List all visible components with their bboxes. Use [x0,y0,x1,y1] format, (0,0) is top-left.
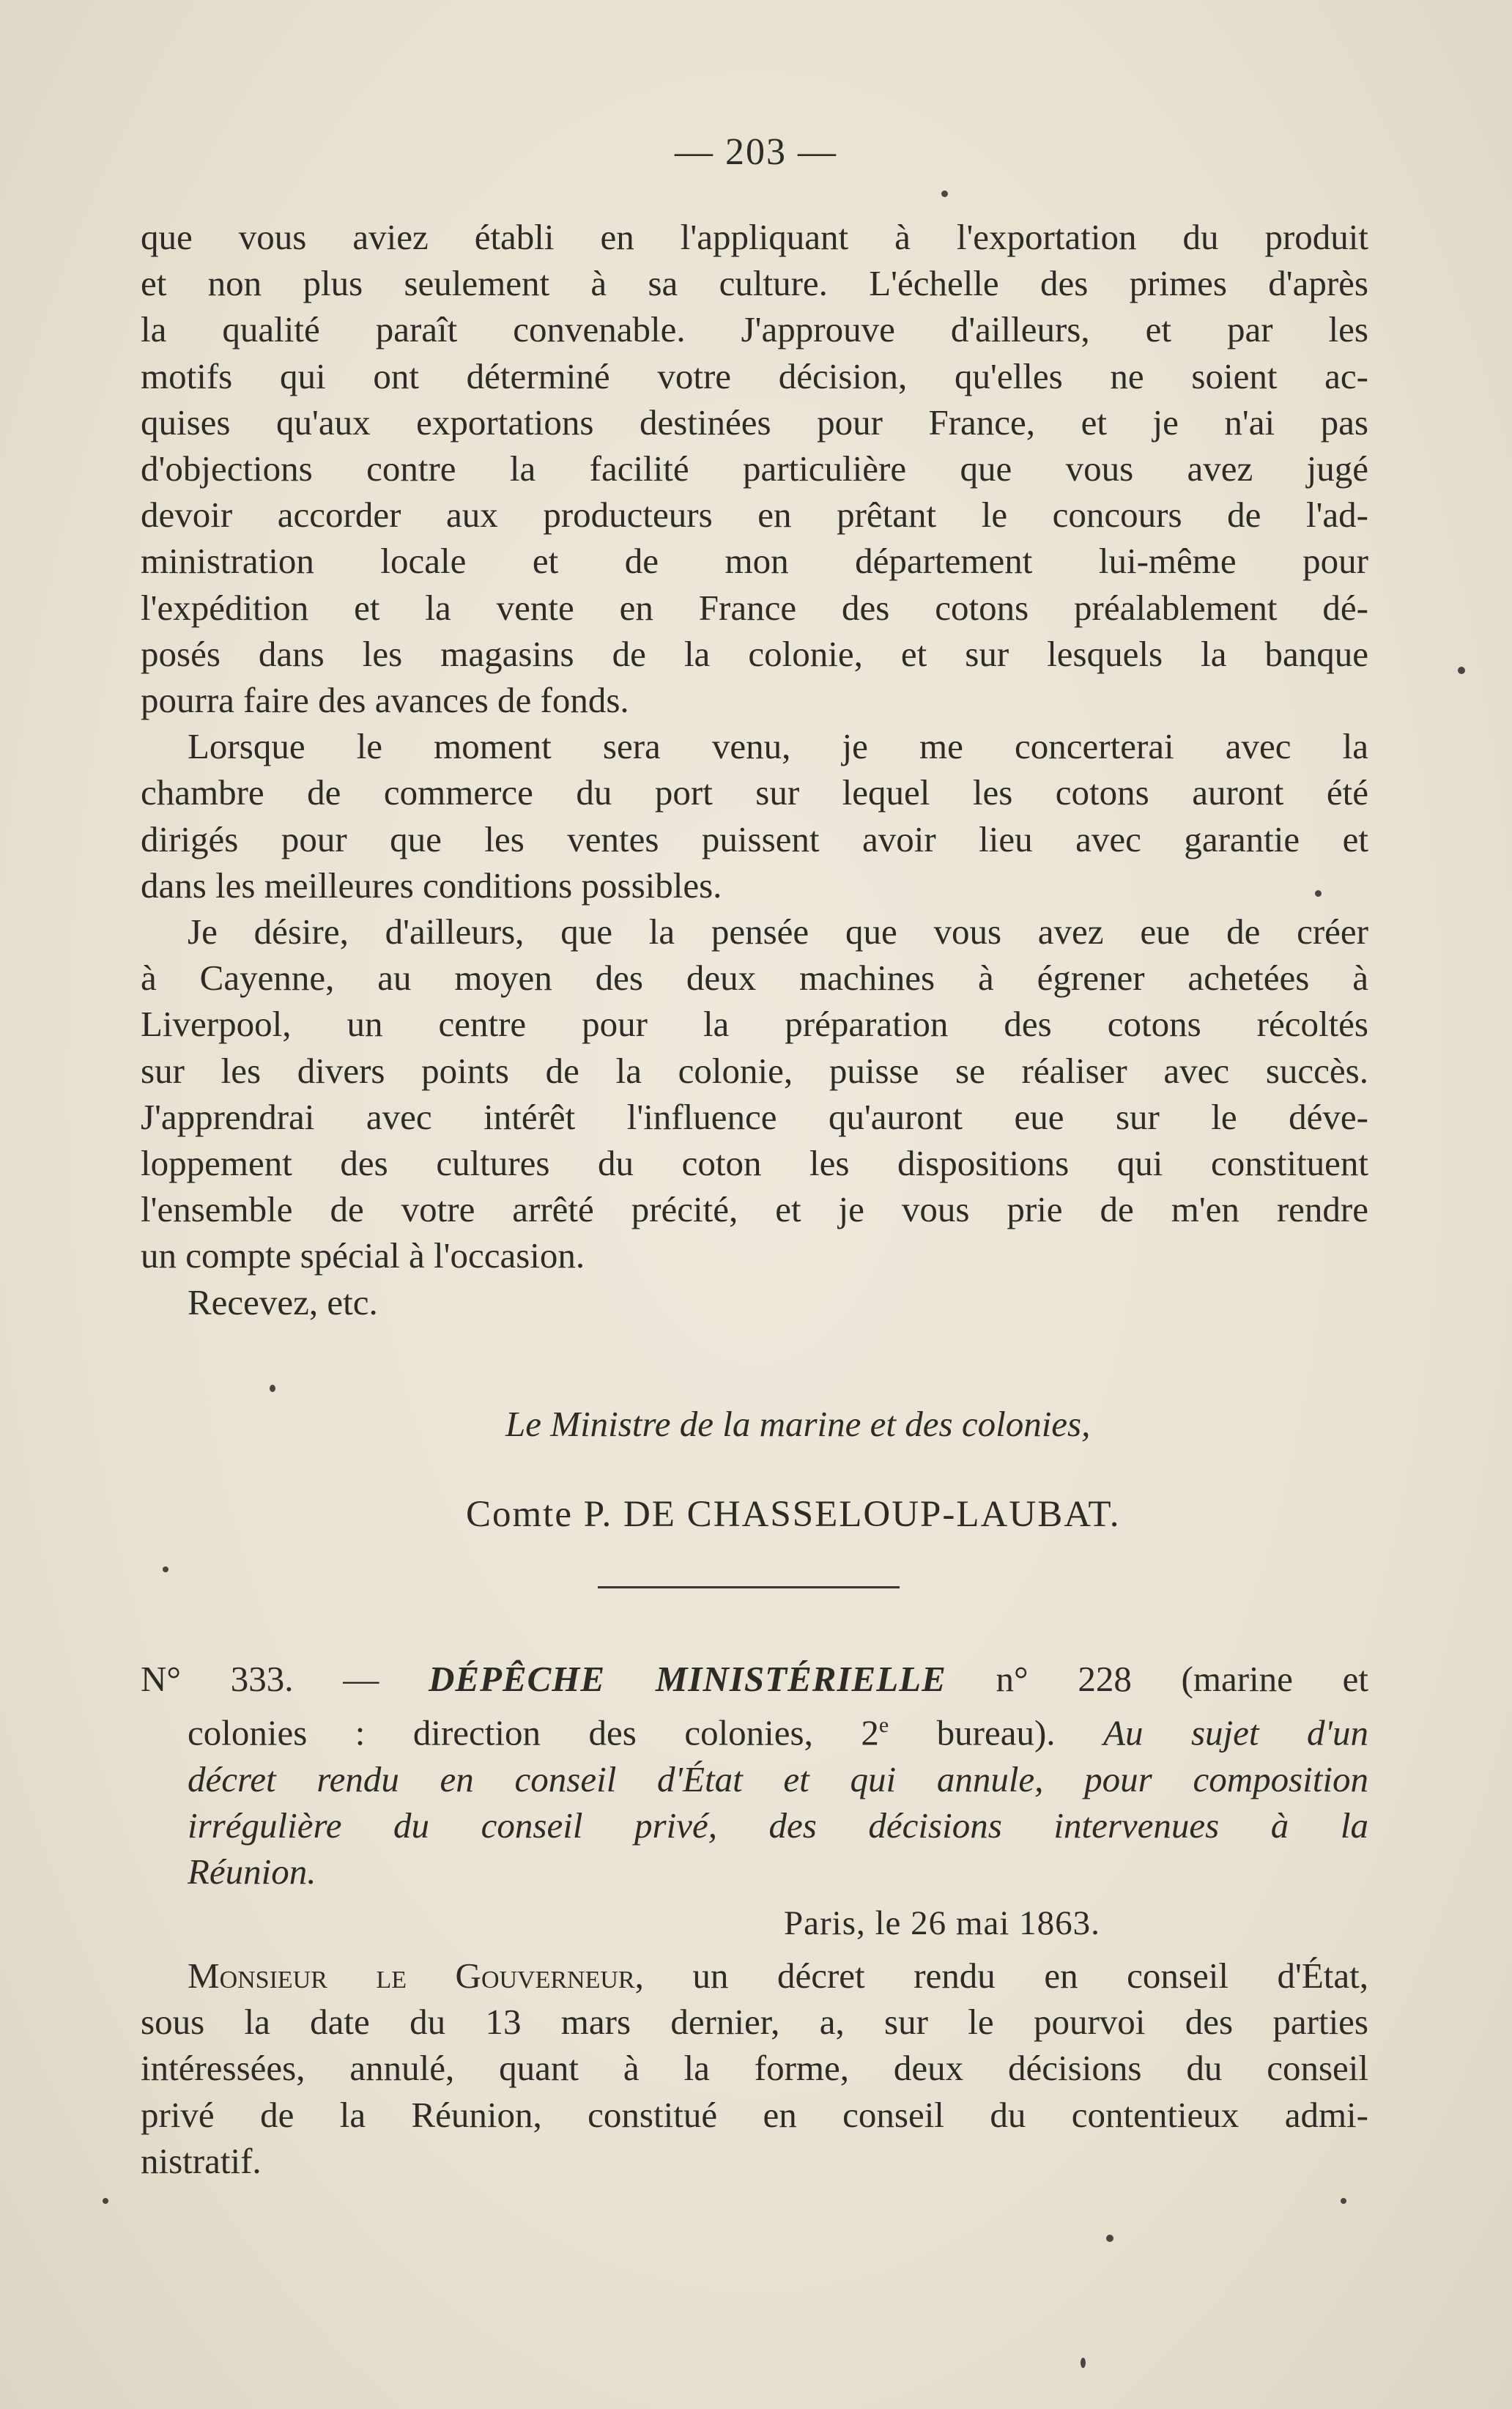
paragraph-3 [141,909,1368,1279]
superscript: e [878,1713,889,1738]
text-line: la qualité paraît convenable. J'approuve d'ailleurs, et par les [141,309,1368,350]
salutation: Monsieur le Gouverneur [188,1955,635,1996]
text-line: à Cayenne, au moyen des deux machines à égrener achetées à [141,958,1368,999]
entry-heading [141,1656,1368,1895]
scan-speck [1315,890,1322,897]
paragraph-2 [141,723,1368,909]
entry-heading-line [141,1656,1368,1702]
text-line: J'apprendrai avec intérêt l'influence qu'auront eue sur le déve- [141,1096,1368,1137]
text-line [141,1953,1368,1999]
text-line: nistratif. [141,2140,262,2181]
closing-formula [141,1279,1368,1325]
text-line: ministration locale et de mon département lui-même pour [141,541,1368,582]
section-divider [598,1586,900,1588]
scan-speck [1458,667,1465,674]
entry-number: N° 333. — [141,1659,379,1699]
text-line: d'objections contre la facilité particulière que vous avez jugé [141,448,1368,489]
text-line: loppement des cultures du coton les dispositions qui constituent [141,1143,1368,1184]
text-line: un compte spécial à l'occasion. [141,1235,585,1276]
dateline: Paris, le 26 mai 1863. [784,1904,1100,1942]
entry-subject-line: Réunion. [188,1851,316,1892]
entry-subject-line: irrégulière du conseil privé, des décisions intervenues à la [188,1805,1368,1846]
entry-heading-line [141,1702,1368,1756]
text-line: posés dans les magasins de la colonie, et sur lesquels la banque [141,633,1368,674]
paragraph-1 [141,214,1368,723]
scan-speck [270,1385,275,1392]
text-line: intéressées, annulé, quant à la forme, deux décisions du conseil [141,2048,1368,2089]
entry-title: DÉPÊCHE MINISTÉRIELLE [428,1659,946,1699]
text-line: sur les divers points de la colonie, puisse se réaliser avec succès. [141,1050,1368,1091]
text-line: dirigés pour que les ventes puissent avoir lieu avec garantie et [141,818,1368,859]
text-line: Liverpool, un centre pour la préparation des cotons récoltés [141,1004,1368,1045]
scan-speck [941,190,948,197]
scan-speck [163,1566,168,1572]
salutation-rest: , un décret rendu en conseil d'État, [634,1955,1368,1996]
signature-title: Le Ministre de la marine et des colonies, [505,1404,1091,1444]
text-line: et non plus seulement à sa culture. L'échelle des primes d'après [141,263,1368,304]
text-line: privé de la Réunion, constitué en conseil du contentieux admi- [141,2094,1368,2135]
page-number: — 203 — [675,131,837,173]
text-line: devoir accorder aux producteurs en prêtant le concours de l'ad- [141,495,1368,536]
text-line: l'expédition et la vente en France des cotons préalablement dé- [141,587,1368,628]
entry-title-rest: n° 228 (marine et [996,1659,1369,1699]
scan-speck [103,2198,108,2204]
scan-speck [1106,2235,1113,2242]
text-line: Lorsque le moment sera venu, je me concerterai avec la [188,726,1368,767]
letter-body [141,1953,1368,2184]
entry-subject-line: décret rendu en conseil d'État et qui annule, pour composition [188,1758,1368,1799]
text-line: Je désire, d'ailleurs, que la pensée que vous avez eue de créer [188,911,1368,952]
text-line: motifs qui ont déterminé votre décision, qu'elles ne soient ac- [141,355,1368,396]
text-line: l'ensemble de votre arrêté précité, et je vous prie de m'en rendre [141,1189,1368,1230]
entry-subject-start: Au sujet d'un [1103,1712,1368,1753]
text-line: chambre de commerce du port sur lequel les cotons auront été [141,772,1368,813]
entry-direction: colonies : direction des colonies, 2 [188,1712,879,1753]
text-line: pourra faire des avances de fonds. [141,680,629,721]
text-line: sous la date du 13 mars dernier, a, sur le pourvoi des parties [141,2002,1368,2043]
scan-speck [1081,2358,1086,2368]
closing-text: Recevez, etc. [188,1281,378,1322]
letter-body-continued [141,214,1368,1325]
entry-bureau: bureau). [889,1712,1056,1753]
text-line: que vous aviez établi en l'appliquant à l'exportation du produit [141,217,1368,257]
text-line: quises qu'aux exportations destinées pour France, et je n'ai pas [141,402,1368,443]
signature-name: Comte P. DE CHASSELOUP-LAUBAT. [466,1494,1121,1535]
text-line: dans les meilleures conditions possibles. [141,865,722,906]
scan-speck [1341,2198,1346,2204]
